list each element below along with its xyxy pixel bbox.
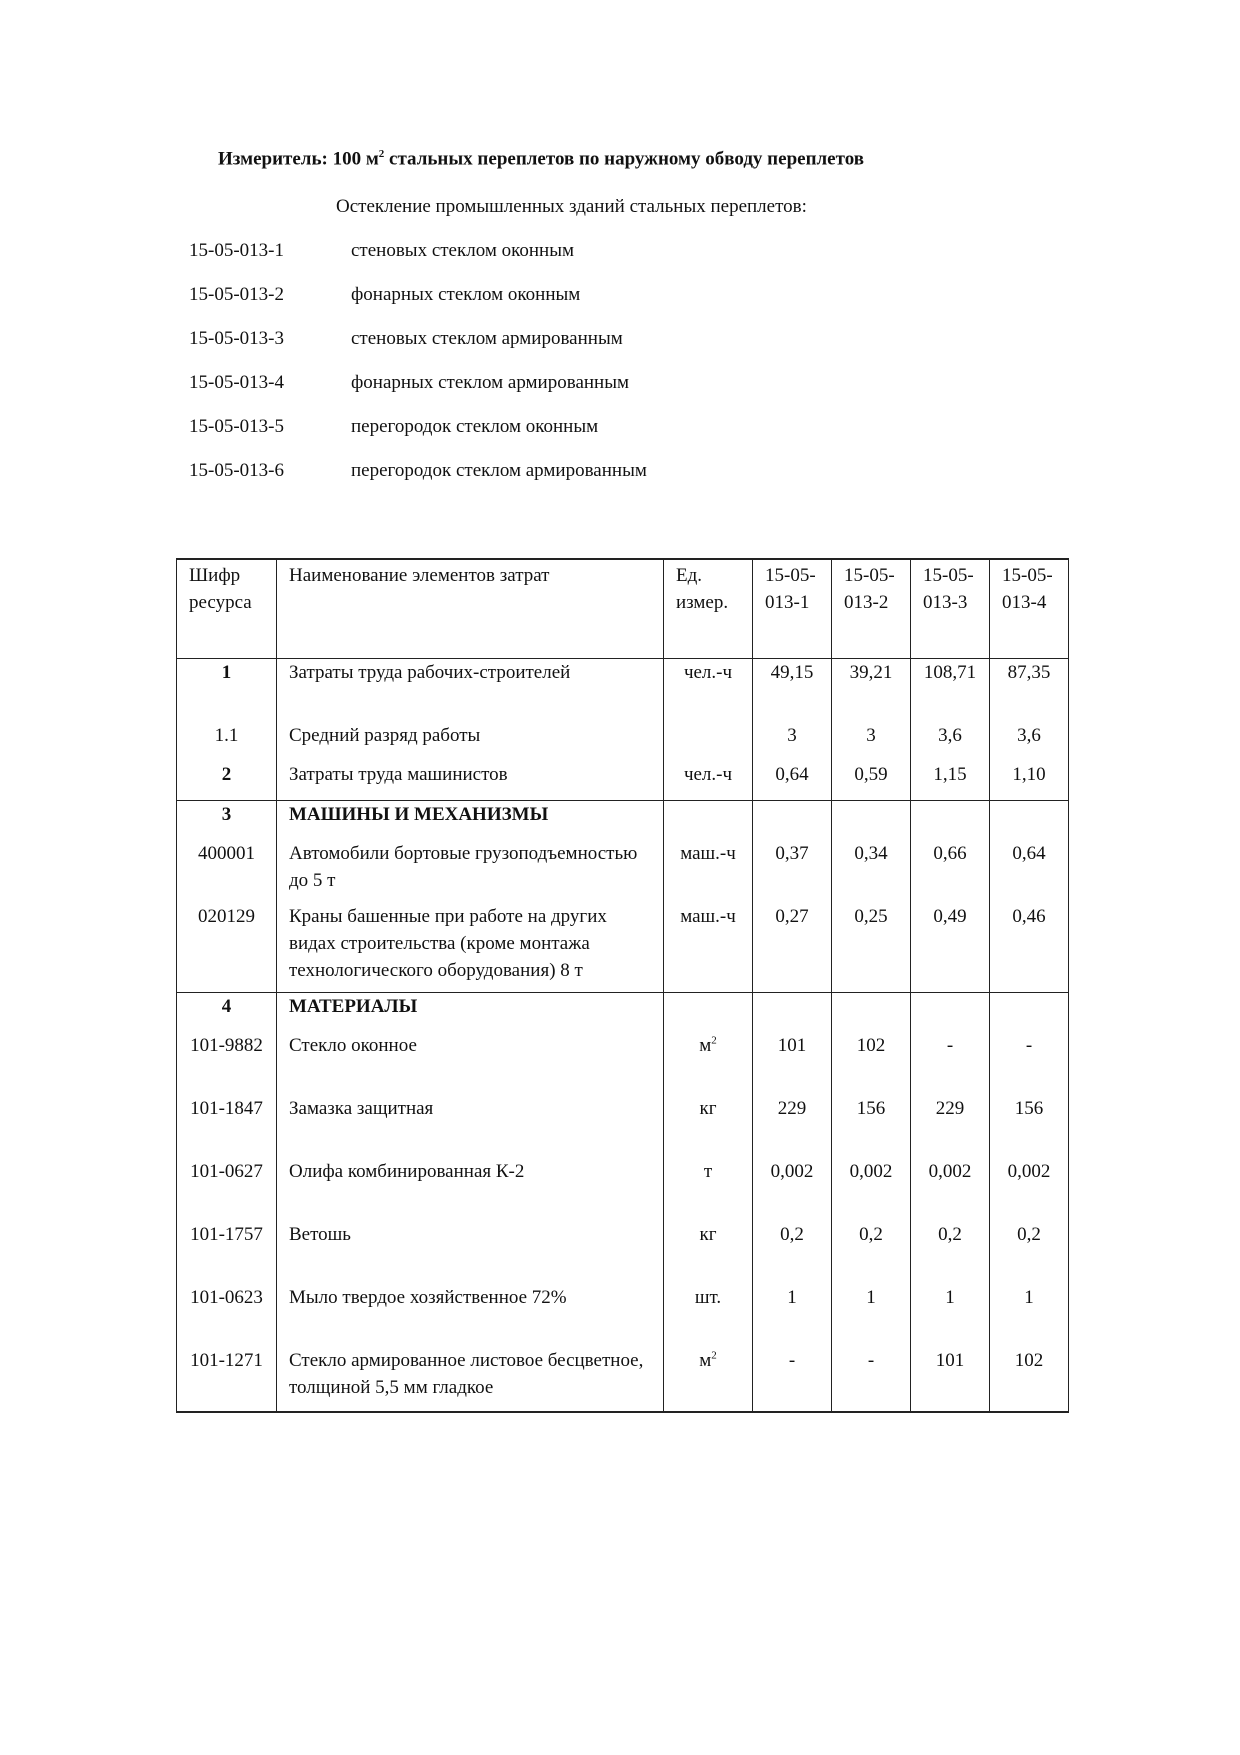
resource-table [176,558,1069,1413]
value-cell: - [753,1347,832,1412]
unit [664,722,753,761]
value-cell [832,993,911,1032]
unit [664,993,753,1032]
value-cell: - [832,1347,911,1412]
header-unit: Ед. измер. [664,559,753,659]
value-cell [753,801,832,840]
resource-name: МАШИНЫ И МЕХАНИЗМЫ [277,801,664,840]
value-cell: 1 [753,1284,832,1347]
value-cell: 1 [990,1284,1069,1347]
unit: кг [664,1221,753,1284]
value-cell: 0,37 [753,840,832,903]
value-cell [990,801,1069,840]
unit: шт. [664,1284,753,1347]
code-list-item [189,416,647,460]
value-cell: 1 [832,1284,911,1347]
resource-code: 020129 [177,903,277,993]
resource-code: 1 [177,659,277,722]
header-col-1: 15-05-013-1 [753,559,832,659]
measure-line [218,148,864,170]
table-row [177,840,1069,903]
resource-name: Замазка защитная [277,1095,664,1158]
value-cell: 0,46 [990,903,1069,993]
value-cell: 108,71 [911,659,990,722]
value-cell: 0,2 [990,1221,1069,1284]
measure-prefix: Измеритель: 100 м [218,148,379,170]
unit: $м^2$ [664,1032,753,1095]
resource-code: 101-1271 [177,1347,277,1412]
unit: чел.-ч [664,761,753,801]
table-row [177,1095,1069,1158]
value-cell: 0,002 [832,1158,911,1221]
resource-code: 101-1847 [177,1095,277,1158]
table-row [177,1284,1069,1347]
table-row [177,659,1069,722]
value-cell: - [911,1032,990,1095]
resource-code: 101-9882 [177,1032,277,1095]
resource-code: 101-0623 [177,1284,277,1347]
value-cell: 39,21 [832,659,911,722]
table-row [177,1158,1069,1221]
unit: т [664,1158,753,1221]
value-cell: 0,64 [753,761,832,801]
code-list-item [189,284,647,328]
unit-superscript: 2 [711,1034,717,1047]
value-cell [753,993,832,1032]
code-list [189,240,647,504]
resource-name: Средний разряд работы [277,722,664,761]
value-cell: 87,35 [990,659,1069,722]
resource-name: Краны башенные при работе на других видах строительства (кроме монтажа технологического оборудования) 8 т [277,903,664,993]
code-list-item [189,372,647,416]
value-cell [832,801,911,840]
value-cell: 1 [911,1284,990,1347]
subtitle: Остекление промышленных зданий стальных переплетов: [336,196,807,217]
resource-code: 400001 [177,840,277,903]
table-row [177,993,1069,1032]
code-list-item [189,240,647,284]
header-col-3: 15-05-013-3 [911,559,990,659]
value-cell: 0,002 [911,1158,990,1221]
value-cell: 0,66 [911,840,990,903]
code-description: перегородок стеклом оконным [351,416,599,437]
resource-code: 4 [177,993,277,1032]
table-row [177,1347,1069,1412]
resource-name: МАТЕРИАЛЫ [277,993,664,1032]
value-cell: 156 [832,1095,911,1158]
header-col-4: 15-05-013-4 [990,559,1069,659]
code: 15-05-013-3 [189,328,284,349]
unit [664,801,753,840]
value-cell: 0,25 [832,903,911,993]
value-cell: 0,002 [990,1158,1069,1221]
unit: кг [664,1095,753,1158]
unit: $м^2$ [664,1347,753,1412]
value-cell: 1,10 [990,761,1069,801]
value-cell: 3 [832,722,911,761]
resource-name: Мыло твердое хозяйственное 72% [277,1284,664,1347]
value-cell: 229 [753,1095,832,1158]
value-cell: 102 [990,1347,1069,1412]
value-cell: 0,2 [753,1221,832,1284]
code-list-item [189,460,647,504]
code: 15-05-013-2 [189,284,284,305]
resource-name: Стекло оконное [277,1032,664,1095]
resource-code: 1.1 [177,722,277,761]
code: 15-05-013-5 [189,416,284,437]
table-row [177,903,1069,993]
table-row [177,761,1069,801]
resource-name: Затраты труда рабочих-строителей [277,659,664,722]
code: 15-05-013-4 [189,372,284,393]
code: 15-05-013-1 [189,240,284,261]
value-cell: 101 [911,1347,990,1412]
resource-name: Олифа комбинированная К-2 [277,1158,664,1221]
table-header-row [177,559,1069,659]
value-cell: 49,15 [753,659,832,722]
table-row [177,722,1069,761]
value-cell: 0,2 [911,1221,990,1284]
value-cell: 0,64 [990,840,1069,903]
code-list-item [189,328,647,372]
value-cell [990,993,1069,1032]
resource-code: 3 [177,801,277,840]
unit-superscript: 2 [711,1349,717,1362]
resource-name: Ветошь [277,1221,664,1284]
resource-code: 2 [177,761,277,801]
code-description: фонарных стеклом оконным [351,284,581,305]
value-cell: 0,34 [832,840,911,903]
value-cell: - [990,1032,1069,1095]
value-cell: 3 [753,722,832,761]
measure-suffix: стальных переплетов по наружному обводу переплетов [384,148,864,170]
value-cell: 0,59 [832,761,911,801]
code-description: стеновых стеклом оконным [351,240,575,261]
value-cell: 0,2 [832,1221,911,1284]
table-row [177,801,1069,840]
unit: чел.-ч [664,659,753,722]
resource-name: Затраты труда машинистов [277,761,664,801]
value-cell: 101 [753,1032,832,1095]
resource-name: Стекло армированное листовое бесцветное, толщиной 5,5 мм гладкое [277,1347,664,1412]
value-cell: 156 [990,1095,1069,1158]
resource-code: 101-1757 [177,1221,277,1284]
table-row [177,1032,1069,1095]
header-code: Шифр ресурса [177,559,277,659]
code-description: стеновых стеклом армированным [351,328,623,349]
value-cell: 102 [832,1032,911,1095]
value-cell: 0,49 [911,903,990,993]
value-cell [911,801,990,840]
code: 15-05-013-6 [189,460,284,481]
code-description: перегородок стеклом армированным [351,460,647,481]
unit: маш.-ч [664,840,753,903]
resource-name: Автомобили бортовые грузоподъемностью до 5 т [277,840,664,903]
header-name: Наименование элементов затрат [277,559,664,659]
resource-code: 101-0627 [177,1158,277,1221]
header-col-2: 15-05-013-2 [832,559,911,659]
value-cell: 229 [911,1095,990,1158]
value-cell: 0,002 [753,1158,832,1221]
value-cell [911,993,990,1032]
code-description: фонарных стеклом армированным [351,372,630,393]
value-cell: 1,15 [911,761,990,801]
measure-superscript: 2 [378,148,385,160]
table-row [177,1221,1069,1284]
unit: маш.-ч [664,903,753,993]
value-cell: 3,6 [911,722,990,761]
value-cell: 3,6 [990,722,1069,761]
value-cell: 0,27 [753,903,832,993]
